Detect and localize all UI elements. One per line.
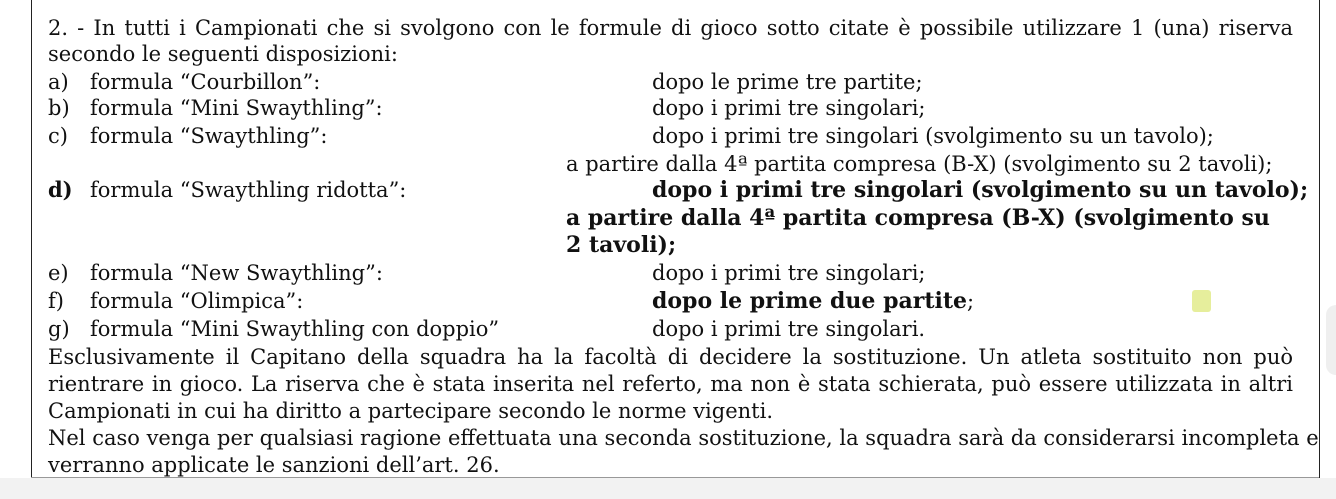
page-bottom-band [0, 478, 1336, 499]
item-d-rule: dopo i primi tre singolari (svolgimento su un tavolo); [652, 177, 1309, 203]
intro-line-2: secondo le seguenti disposizioni: [48, 42, 398, 66]
item-a-formula: formula “Courbillon”: [90, 70, 321, 94]
item-c-letter: c) [48, 124, 68, 148]
intro-line-1: 2. - In tutti i Campionati che si svolgono con le formule di gioco sotto citate è possibile utilizzare 1 (una) riserva [48, 16, 1293, 40]
item-a-letter: a) [48, 70, 69, 94]
item-e-letter: e) [48, 261, 69, 285]
left-border-line [31, 0, 32, 478]
item-b-formula: formula “Mini Swaythling”: [90, 96, 383, 120]
para1-line-1: Esclusivamente il Capitano della squadra ha la facoltà di decidere la sostituzione. Un atleta sostituito non può [48, 345, 1293, 369]
item-g-letter: g) [48, 317, 70, 341]
item-c-rule-cont: a partire dalla 4ª partita compresa (B-X) (svolgimento su 2 tavoli); [566, 152, 1273, 176]
item-d-rule-cont: a partire dalla 4ª partita compresa (B-X) (svolgimento su [566, 205, 1270, 231]
item-e-rule: dopo i primi tre singolari; [652, 261, 926, 285]
item-c-formula: formula “Swaythling”: [90, 124, 328, 148]
item-f-rule-tail: ; [967, 289, 975, 313]
para1-line-3: Campionati in cui ha diritto a partecipare secondo le norme vigenti. [48, 399, 773, 423]
item-d-letter: d) [48, 177, 73, 202]
item-f-letter: f) [48, 289, 64, 313]
scroll-edge-indicator [1326, 305, 1336, 375]
item-e-formula: formula “New Swaythling”: [90, 261, 383, 285]
item-f-formula: formula “Olimpica”: [90, 289, 304, 313]
item-b-rule: dopo i primi tre singolari; [652, 96, 926, 120]
right-border-line [1319, 0, 1320, 478]
item-g-formula: formula “Mini Swaythling con doppio” [90, 317, 500, 341]
item-f-rule-line [652, 288, 974, 314]
item-f-rule: dopo le prime due partite [652, 288, 967, 314]
item-d-formula: formula “Swaythling ridotta”: [90, 178, 407, 202]
highlight-marker-icon [1192, 290, 1211, 312]
para2-line-1: Nel caso venga per qualsiasi ragione effettuata una seconda sostituzione, la squadra sarà da considerarsi incompleta e [48, 426, 1319, 450]
item-c-rule: dopo i primi tre singolari (svolgimento su un tavolo); [652, 124, 1214, 148]
item-d-rule-cont-2: 2 tavoli); [566, 232, 677, 258]
item-g-rule: dopo i primi tre singolari. [652, 317, 926, 341]
para1-line-2: rientrare in gioco. La riserva che è stata inserita nel referto, ma non è stata schierata, può essere utilizzata in altri [48, 372, 1293, 396]
item-a-rule: dopo le prime tre partite; [652, 70, 923, 94]
item-b-letter: b) [48, 96, 70, 120]
para2-line-2: verranno applicate le sanzioni dell’art. 26. [48, 453, 500, 477]
